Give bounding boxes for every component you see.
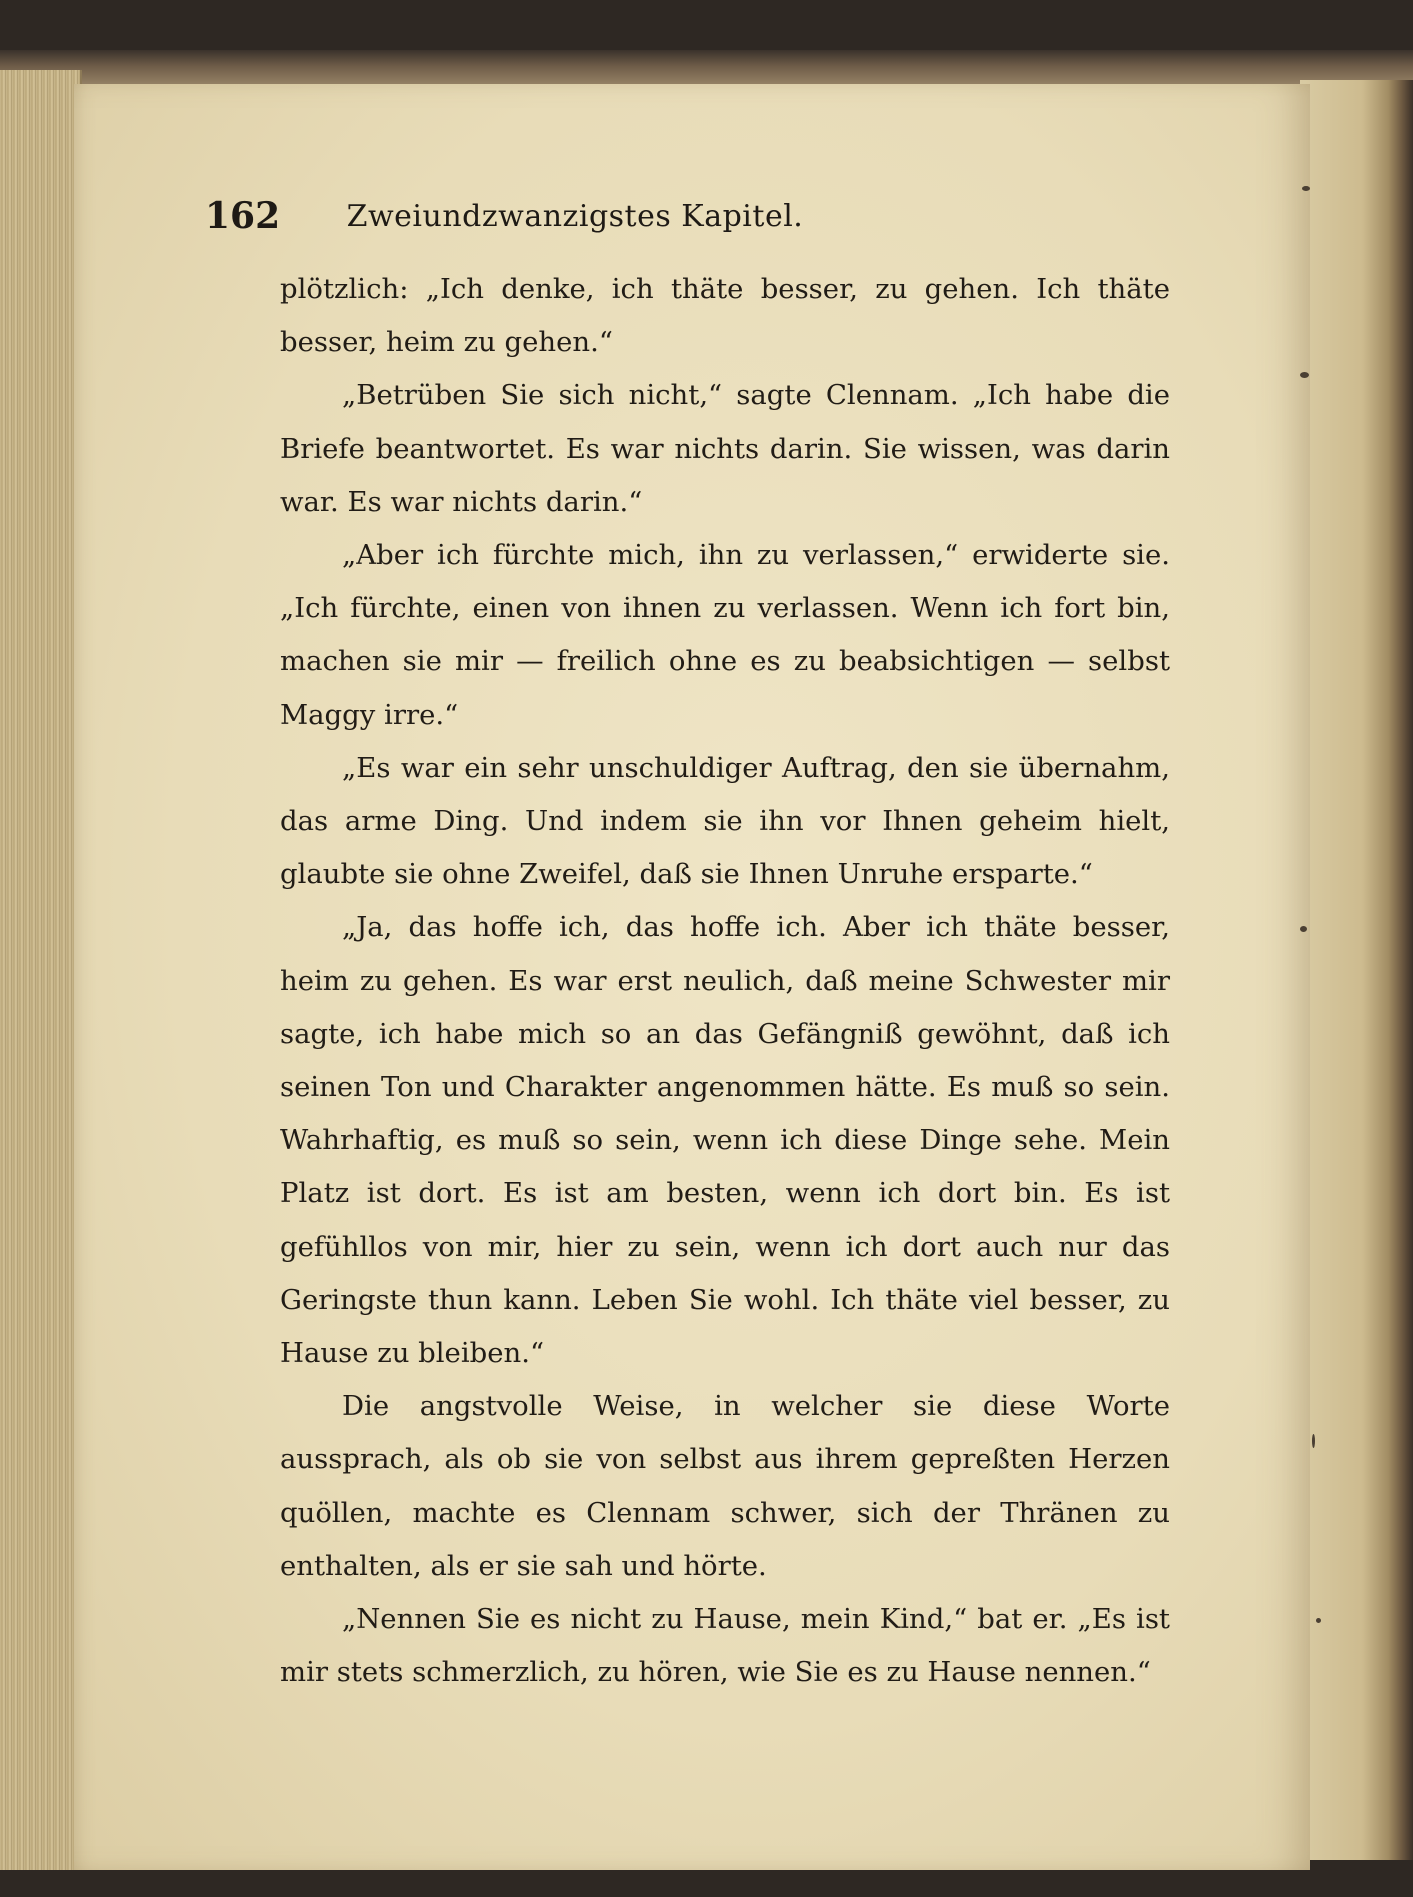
paragraph: Die angstvolle Weise, in welcher sie diese Worte aussprach, als ob sie von selbst aus ihrem gepreßten Herzen quöllen, machte es Clennam schwer, sich der Thränen zu enthalten, als er sie sah und hörte. <box>280 1390 1170 1582</box>
speck <box>1316 1618 1321 1623</box>
paragraph: „Es war ein sehr unschuldiger Auftrag, den sie übernahm, das arme Ding. Und indem sie ihn vor Ihnen geheim hielt, glaubte sie ohne Zweifel, daß sie Ihnen Unruhe ersparte.“ <box>280 751 1170 891</box>
book-page-edges <box>0 70 82 1870</box>
paragraph: „Aber ich fürchte mich, ihn zu verlassen,“ erwiderte sie. „Ich fürchte, einen von ihnen zu verlassen. Wenn ich fort bin, machen sie mir — freilich ohne es zu beabsichtigen — selbst Maggy irre.“ <box>280 539 1170 731</box>
paragraph: „Betrüben Sie sich nicht,“ sagte Clennam. „Ich habe die Briefe beantwortet. Es war nichts darin. Sie wissen, was darin war. Es war nichts darin.“ <box>280 379 1170 518</box>
speck <box>1312 1434 1315 1448</box>
paragraph: plötzlich: „Ich denke, ich thäte besser, zu gehen. Ich thäte besser, heim zu gehen.“ <box>280 273 1170 359</box>
page-header <box>205 195 945 245</box>
body-text <box>280 263 1170 1699</box>
paragraph: „Nennen Sie es nicht zu Hause, mein Kind,“ bat er. „Es ist mir stets schmerzlich, zu hören, wie Sie es zu Hause nennen.“ <box>280 1603 1170 1689</box>
paragraph: „Ja, das hoffe ich, das hoffe ich. Aber ich thäte besser, heim zu gehen. Es war erst neulich, daß meine Schwester mir sagte, ich habe mich so an das Gefängniß gewöhnt, daß ich seinen Ton und Charakter angenommen hätte. Es muß so sein. Wahrhaftig, es muß so sein, wenn ich diese Dinge sehe. Mein Platz ist dort. Es ist am besten, wenn ich dort bin. Es ist gefühllos von mir, hier zu sein, wenn ich dort auch nur das Geringste thun kann. Leben Sie wohl. Ich thäte viel besser, zu Hause zu bleiben.“ <box>280 911 1170 1370</box>
speck <box>1300 372 1309 378</box>
running-head: Zweiundzwanzigstes Kapitel. <box>346 199 804 234</box>
speck <box>1302 186 1310 191</box>
page-number: 162 <box>205 195 281 237</box>
book-gutter <box>1300 80 1413 1860</box>
speck <box>1300 926 1307 932</box>
